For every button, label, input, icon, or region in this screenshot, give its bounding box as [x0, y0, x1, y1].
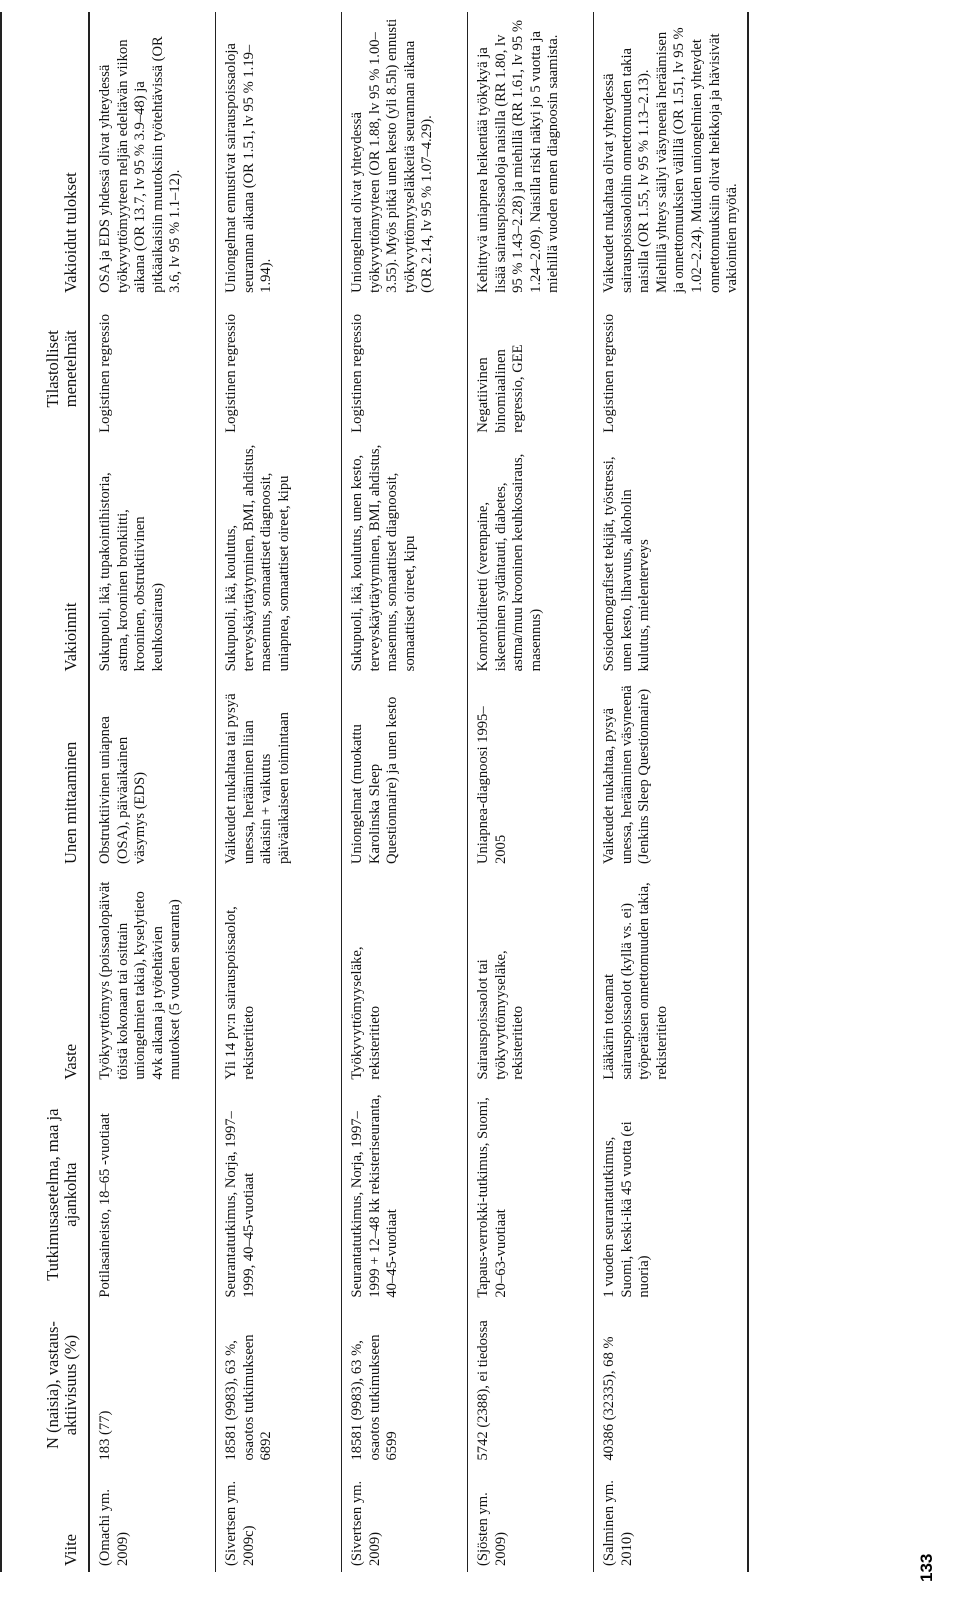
cell-reference: (Sjösten ym. 2009): [468, 1466, 594, 1572]
cell-sample-size: 5742 (2388), ei tiedossa: [468, 1304, 594, 1467]
studies-table: [0, 12, 749, 1572]
cell-outcome: Työkyvyttömyyseläke, rekisteritieto: [342, 870, 468, 1086]
cell-statistical-methods: Logistinen regressio: [342, 299, 468, 439]
cell-statistical-methods: Negatiivinen binomiaalinen regressio, GEE: [468, 299, 594, 439]
cell-adjusted-results: Uniongelmat ennustivat sairauspoissaoloja seurannan aikana (OR 1.51, lv 95 % 1.19–1.94).: [216, 12, 342, 299]
cell-sleep-measure: Uniapnea-diagnoosi 1995–2005: [468, 677, 594, 870]
table-row: [216, 12, 342, 1572]
table-row: [342, 12, 468, 1572]
header-study-design: Tutkimusasetelma, maa ja ajankohta: [1, 1086, 89, 1304]
header-adjustments: Vakioinnit: [1, 439, 89, 678]
table-row: [89, 12, 216, 1572]
cell-reference: (Salminen ym. 2010): [594, 1466, 748, 1572]
cell-reference: (Sivertsen ym. 2009): [342, 1466, 468, 1572]
cell-adjustments: Sukupuoli, ikä, koulutus, unen kesto, terveyskäyttäytyminen, BMI, ahdistus, masennus, somaattiset diagnoosit, somaattiset oireet, kipu: [342, 439, 468, 678]
header-sample-size: N (naisia), vastaus-aktiivisuus (%): [1, 1304, 89, 1467]
table-header-row: [1, 12, 89, 1572]
cell-sleep-measure: Vaikeudet nukahtaa tai pysyä unessa, herääminen liian aikaisin + vaikutus päiväaikaiseen toimintaan: [216, 677, 342, 870]
cell-sample-size: 183 (77): [89, 1304, 216, 1467]
rotated-page-content: [0, 12, 935, 1572]
cell-sleep-measure: Obstruktiivinen uniapnea (OSA), päiväaikainen väsymys (EDS): [89, 677, 216, 870]
cell-outcome: Työkyvyttömyys (poissaolopäivät töistä kokonaan tai osittain uniongelmien takia), kyselytieto 4vk aikana ja työtehtävien muutokset (5 vuoden seuranta): [89, 870, 216, 1086]
header-adjusted-results: Vakioidut tulokset: [1, 12, 89, 299]
cell-sample-size: 18581 (9983), 63 %, osaotos tutkimukseen 6892: [216, 1304, 342, 1467]
cell-outcome: Yli 14 pv:n sairauspoissaolot, rekisteritieto: [216, 870, 342, 1086]
page-number-text: 133: [917, 1553, 936, 1582]
cell-sample-size: 40386 (32335), 68 %: [594, 1304, 748, 1467]
cell-adjusted-results: Uniongelmat olivat yhteydessä työkyvyttömyyteen (OR 1.88, lv 95 % 1.00–3.55). Myös pitkä unen kesto (yli 8.5h) ennusti työkyvyttömyyseläkkeitä seurannan aikana (OR 2.14, lv 95 % 1.07–4.29).: [342, 12, 468, 299]
cell-reference: (Sivertsen ym. 2009c): [216, 1466, 342, 1572]
header-statistical-methods: Tilastolliset menetelmät: [1, 299, 89, 439]
cell-study-design: Potilasaineisto, 18–65 -vuotiaat: [89, 1086, 216, 1304]
cell-reference: (Omachi ym. 2009): [89, 1466, 216, 1572]
cell-adjusted-results: Kehittyvä uniapnea heikentää työkykyä ja lisää sairauspoissaoloja naisilla (RR 1.80, lv 95 % 1.43–2.28) ja miehillä (RR 1.61, lv 95 % 1.24–2.09). Naisilla riski näkyi jo 5 vuotta ja miehillä vuoden ennen diagnoosin saamista.: [468, 12, 594, 299]
cell-outcome: Sairauspoissaolot tai työkyvyttömyyseläke, rekisteritieto: [468, 870, 594, 1086]
header-outcome: Vaste: [1, 870, 89, 1086]
cell-outcome: Lääkärin toteamat sairauspoissaolot (kyllä vs. ei) työperäisen onnettomuuden takia, rekisteritieto: [594, 870, 748, 1086]
cell-adjusted-results: OSA ja EDS yhdessä olivat yhteydessä työkyvyttömyyteen neljän edeltävän viikon aikana (OR 13.7, lv 95 % 3.9–48) ja pitkäaikaisiin muutoksiin työtehtävissä (OR 3.6, lv 95 % 1.1–12).: [89, 12, 216, 299]
cell-study-design: Tapaus-verrokki-tutkimus, Suomi, 20–63-vuotiaat: [468, 1086, 594, 1304]
cell-adjusted-results: Vaikeudet nukahtaa olivat yhteydessä sairauspoissaoloihin onnettomuuden takia naisilla (OR 1.55, lv 95 % 1.13–2.13). Miehillä yhteys säilyi väsyneenä heräämisen ja onnettomuuksien välillä (OR 1.51, lv 95 % 1.02–2.24). Muiden uniongelmien yhteydet onnettomuuksiin olivat heikkoja ja hävisivät vakiointien myötä.: [594, 12, 748, 299]
cell-study-design: Seurantatutkimus, Norja, 1997–1999, 40–45-vuotiaat: [216, 1086, 342, 1304]
header-reference: Viite: [1, 1466, 89, 1572]
table-row: [594, 12, 748, 1572]
cell-study-design: Seurantatutkimus, Norja, 1997–1999 + 12–48 kk rekisteriseuranta, 40–45-vuotiaat: [342, 1086, 468, 1304]
table-row: [468, 12, 594, 1572]
cell-sleep-measure: Uniongelmat (muokattu Karolinska Sleep Questionnaire) ja unen kesto: [342, 677, 468, 870]
cell-adjustments: Sosiodemografiset tekijät, työstressi, unen kesto, lihavuus, alkoholin kulutus, mielenterveys: [594, 439, 748, 678]
cell-statistical-methods: Logistinen regressio: [216, 299, 342, 439]
cell-statistical-methods: Logistinen regressio: [594, 299, 748, 439]
page-number: [918, 1546, 936, 1586]
cell-adjustments: Sukupuoli, ikä, koulutus, terveyskäyttäytyminen, BMI, ahdistus, masennus, somaattiset diagnoosit, uniapnea, somaattiset oireet, kipu: [216, 439, 342, 678]
cell-sample-size: 18581 (9983), 63 %, osaotos tutkimukseen 6599: [342, 1304, 468, 1467]
cell-statistical-methods: Logistinen regressio: [89, 299, 216, 439]
cell-sleep-measure: Vaikeudet nukahtaa, pysyä unessa, herääminen väsyneenä (Jenkins Sleep Questionnaire): [594, 677, 748, 870]
header-sleep-measure: Unen mittaaminen: [1, 677, 89, 870]
cell-adjustments: Komorbiditeetti (verenpaine, iskeeminen sydäntauti, diabetes, astma/muu krooninen keuhkosairaus, masennus): [468, 439, 594, 678]
cell-adjustments: Sukupuoli, ikä, tupakointihistoria, astma, krooninen bronkiitti, krooninen, obstruktiivinen keuhkosairaus): [89, 439, 216, 678]
cell-study-design: 1 vuoden seurantatutkimus, Suomi, keski-ikä 45 vuotta (ei nuoria): [594, 1086, 748, 1304]
